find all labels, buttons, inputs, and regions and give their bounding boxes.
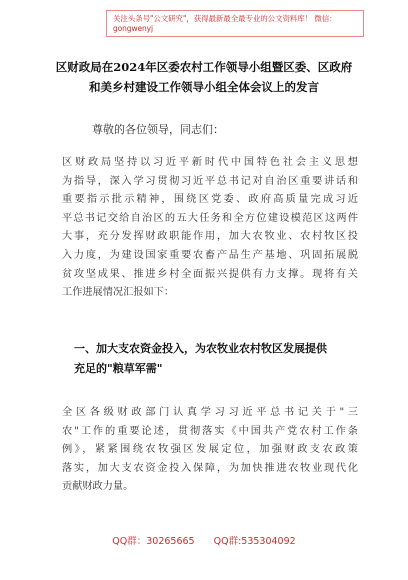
paragraph-line: 贫攻坚成果、推进乡村全面振兴提供有力支撑。现将有关 (62, 268, 358, 280)
section-heading-line-2: 充足的"粮草军需" (74, 362, 163, 375)
salutation: 尊敬的各位领导，同志们： (92, 123, 224, 136)
footer-contact (0, 533, 408, 547)
paragraph-line: 落实，加大支农资金投入保障，为加快推进农牧业现代化 (62, 462, 358, 474)
footer-qq-group-2: QQ群:535304092 (213, 536, 296, 547)
paragraph-line: 全区各级财政部门认真学习习近平总书记关于"三 (62, 407, 358, 418)
paragraph-line: 工作进展情况汇报如下： (62, 287, 175, 299)
promo-banner-text: 关注头条号"公文研究"，获得最新最全最专业的公文资料库！ 微信：gongwenyj (113, 14, 337, 33)
paragraph-line: 入力度，为建设国家重要农畜产品生产基地、巩固拓展脱 (62, 249, 358, 261)
promo-banner (106, 10, 364, 37)
paragraph-line: 农"工作的重要论述，贯彻落实《中国共产党农村工作条 (62, 425, 358, 437)
paragraph-section-1 (62, 404, 358, 497)
paragraph-line: 为指导，深入学习贯彻习近平总书记对自治区重要讲话和 (62, 175, 358, 187)
paragraph-line: 平总书记交给自治区的五大任务和全方位建设模范区这两件 (62, 212, 358, 224)
document-title-line-1: 区财政局在2024年区委农村工作领导小组暨区委、区政府 (55, 60, 353, 74)
footer-qq-group-1: QQ群：30265665 (112, 536, 195, 547)
paragraph-line: 大事，充分发挥财政职能作用，加大农牧业、农村牧区投 (62, 231, 358, 243)
paragraph-line: 例》，紧紧围绕农牧强区发展定位，加强财政支农政策 (62, 444, 358, 456)
paragraph-line: 区财政局坚持以习近平新时代中国特色社会主义思想 (62, 157, 358, 168)
paragraph-intro (62, 154, 358, 303)
section-heading-line-1: 一、加大支农资金投入，为农牧业农村牧区发展提供 (74, 342, 327, 355)
paragraph-line: 贡献财政力量。 (62, 481, 134, 493)
document-title-line-2: 和美乡村建设工作领导小组全体会议上的发言 (89, 80, 319, 94)
paragraph-line: 重要指示批示精神，围绕区党委、政府高质量完成习近 (62, 194, 358, 206)
